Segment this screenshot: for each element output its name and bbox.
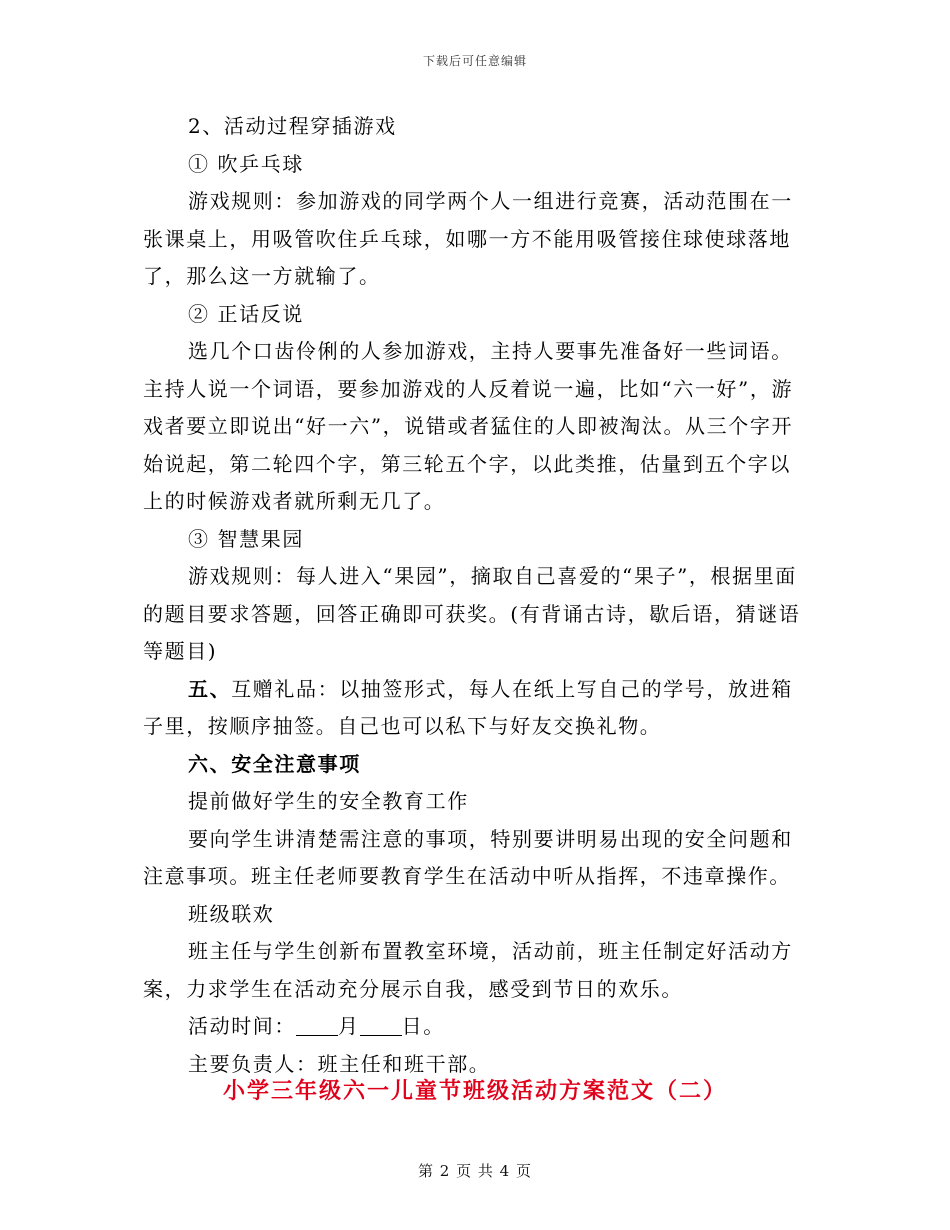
- paragraph-activity-games: 2、活动过程穿插游戏: [188, 114, 397, 138]
- paragraph-safety-education: 提前做好学生的安全教育工作: [188, 789, 469, 813]
- game-title-wisdom-orchard: ③ 智慧果园: [188, 526, 304, 551]
- month-blank: [296, 1013, 338, 1036]
- paragraph-pingpong-rules: 游戏规则：参加游戏的同学两个人一组进行竞赛，活动范围在一张课桌上，用吸管吹住乒乓球，如哪一方不能用吸管接住球使球落地了，那么这一方就输了。: [143, 189, 793, 288]
- paragraph-class-party: 班主任与学生创新布置教室环境，活动前，班主任制定好活动方案，力求学生在活动充分展示自我，感受到节日的欢乐。: [143, 939, 793, 1001]
- document-body: [143, 108, 803, 1083]
- paragraph-reverse-words-rules: 选几个口齿伶俐的人参加游戏，主持人要事先准备好一些词语。主持人说一个词语，要参加游戏的人反着说一遍，比如“六一好”，游戏者要立即说出“好一六”，说错或者猛住的人即被淘汰。从三个字开始说起，第二轮四个字，第三轮五个字，以此类推，估量到五个字以上的时候游戏者就所剩无几了。: [143, 339, 794, 513]
- month-label: 月: [338, 1014, 360, 1038]
- page-footer: 第 2 页 共 4 页: [418, 1162, 532, 1180]
- paragraph-safety-details: 要向学生讲清楚需注意的事项，特别要讲明易出现的安全问题和注意事项。班主任老师要教育学生在活动中听从指挥，不违章操作。: [143, 826, 793, 888]
- heading-class-party: 班级联欢: [188, 901, 275, 926]
- paragraph-orchard-rules: 游戏规则：每人进入“果园”，摘取自己喜爱的“果子”，根据里面的题目要求答题，回答正确即可获奖。(有背诵古诗，歇后语，猜谜语等题目): [143, 564, 801, 663]
- gift-exchange-text: 互赠礼品：以抽签形式，每人在纸上写自己的学号，放进箱子里，按顺序抽签。自己也可以私下与好友交换礼物。: [143, 676, 793, 738]
- section-number-five: 五、: [188, 676, 232, 701]
- game-title-pingpong: ① 吹乒乓球: [188, 151, 304, 176]
- section-title: 小学三年级六一儿童节班级活动方案范文（二）: [222, 1079, 727, 1104]
- page-header: 下载后可任意编辑: [422, 54, 527, 68]
- activity-time-label: 活动时间：: [188, 1014, 296, 1038]
- day-label: 日。: [401, 1014, 445, 1038]
- paragraph-gift-exchange: [143, 671, 803, 746]
- paragraph-activity-time: [143, 1008, 803, 1046]
- game-title-reverse-words: ② 正话反说: [188, 301, 304, 326]
- day-blank: [360, 1013, 402, 1036]
- paragraph-responsible: 主要负责人：班主任和班干部。: [188, 1051, 491, 1076]
- heading-safety: 六、安全注意事项: [188, 751, 361, 776]
